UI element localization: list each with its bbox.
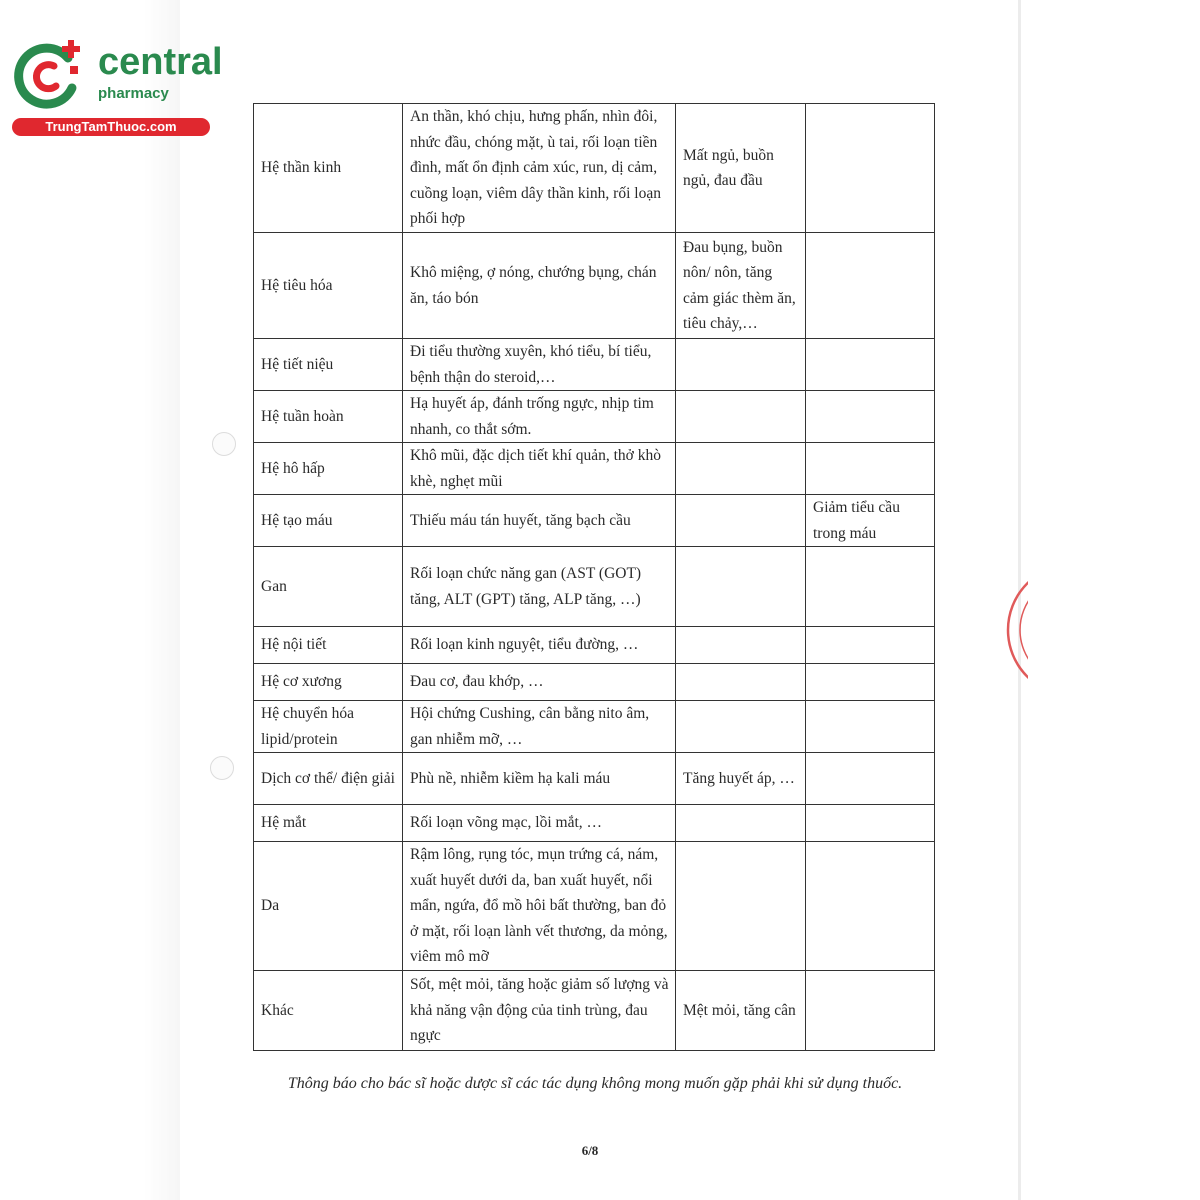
table-row	[254, 627, 935, 664]
punch-hole	[210, 756, 234, 780]
system-cell: Hệ hô hấp	[254, 443, 403, 495]
table-row	[254, 971, 935, 1051]
table-row	[254, 753, 935, 805]
effects-cell: Khô mũi, đặc dịch tiết khí quản, thở khò khè, nghẹt mũi	[403, 443, 676, 495]
page-margin-shade	[0, 0, 180, 1200]
effects-cell: Phù nề, nhiễm kiềm hạ kali máu	[403, 753, 676, 805]
frequency-cell	[676, 701, 806, 753]
effects-cell: Rối loạn kinh nguyệt, tiểu đường, …	[403, 627, 676, 664]
effects-cell: Hạ huyết áp, đánh trống ngực, nhịp tim nhanh, co thắt sớm.	[403, 391, 676, 443]
effects-cell: Đi tiểu thường xuyên, khó tiểu, bí tiểu, bệnh thận do steroid,…	[403, 339, 676, 391]
stamp-fragment	[1004, 555, 1028, 705]
frequency-cell	[676, 805, 806, 842]
frequency-cell	[676, 842, 806, 971]
table-row	[254, 664, 935, 701]
effects-cell: Rối loạn chức năng gan (AST (GOT) tăng, ALT (GPT) tăng, ALP tăng, …)	[403, 547, 676, 627]
table-row	[254, 547, 935, 627]
system-cell: Dịch cơ thể/ điện giải	[254, 753, 403, 805]
logo-sub-text: pharmacy	[98, 85, 169, 102]
logo-website-banner: TrungTamThuoc.com	[12, 118, 210, 136]
logo-brand-text: central	[98, 41, 223, 83]
effects-cell: Rối loạn võng mạc, lồi mắt, …	[403, 805, 676, 842]
frequency-cell	[676, 627, 806, 664]
table-row	[254, 104, 935, 233]
frequency-cell	[676, 547, 806, 627]
system-cell: Hệ cơ xương	[254, 664, 403, 701]
system-cell: Da	[254, 842, 403, 971]
frequency-cell: Mất ngủ, buồn ngủ, đau đầu	[676, 104, 806, 233]
system-cell: Hệ mắt	[254, 805, 403, 842]
table-row	[254, 339, 935, 391]
central-pharmacy-logo[interactable]	[10, 36, 223, 136]
frequency-cell: Tăng huyết áp, …	[676, 753, 806, 805]
page-number: 6/8	[581, 1143, 599, 1158]
punch-hole	[212, 432, 236, 456]
frequency-cell	[806, 753, 935, 805]
frequency-cell	[676, 391, 806, 443]
system-cell: Hệ tiêu hóa	[254, 233, 403, 339]
frequency-cell: Đau bụng, buồn nôn/ nôn, tăng cảm giác thèm ăn, tiêu chảy,…	[676, 233, 806, 339]
effects-cell: Khô miệng, ợ nóng, chướng bụng, chán ăn, táo bón	[403, 233, 676, 339]
table-row	[254, 391, 935, 443]
table-row	[254, 443, 935, 495]
table-row	[254, 805, 935, 842]
frequency-cell	[806, 627, 935, 664]
effects-cell: Hội chứng Cushing, cân bằng nito âm, gan nhiễm mỡ, …	[403, 701, 676, 753]
system-cell: Hệ chuyển hóa lipid/protein	[254, 701, 403, 753]
frequency-cell	[806, 104, 935, 233]
effects-cell: Đau cơ, đau khớp, …	[403, 664, 676, 701]
effects-cell: An thần, khó chịu, hưng phấn, nhìn đôi, nhức đầu, chóng mặt, ù tai, rối loạn tiền đình, mất ổn định cảm xúc, run, dị cảm, cuồng loạn, viêm dây thần kinh, rối loạn phối hợp	[403, 104, 676, 233]
system-cell: Hệ tiết niệu	[254, 339, 403, 391]
frequency-cell	[676, 339, 806, 391]
frequency-cell	[806, 664, 935, 701]
frequency-cell	[676, 495, 806, 547]
system-cell: Hệ nội tiết	[254, 627, 403, 664]
frequency-cell	[806, 443, 935, 495]
frequency-cell	[806, 547, 935, 627]
system-cell: Hệ tuần hoàn	[254, 391, 403, 443]
frequency-cell	[806, 391, 935, 443]
effects-cell: Rậm lông, rụng tóc, mụn trứng cá, nám, xuất huyết dưới da, ban xuất huyết, nổi mẩn, ngứa, đổ mồ hôi bất thường, ban đỏ ở mặt, rối loạn lành vết thương, da mỏng, viêm mô mỡ	[403, 842, 676, 971]
table-row	[254, 495, 935, 547]
table-row	[254, 842, 935, 971]
frequency-cell	[806, 233, 935, 339]
pharmacy-logo-icon	[10, 36, 90, 116]
frequency-cell	[806, 701, 935, 753]
footnote: Thông báo cho bác sĩ hoặc dược sĩ các tác dụng không mong muốn gặp phải khi sử dụng thuốc.	[287, 1075, 903, 1092]
system-cell: Hệ tạo máu	[254, 495, 403, 547]
table-row	[254, 233, 935, 339]
system-cell: Khác	[254, 971, 403, 1051]
frequency-cell	[676, 664, 806, 701]
adverse-effects-table	[253, 103, 935, 1051]
table-row	[254, 701, 935, 753]
frequency-cell	[806, 805, 935, 842]
frequency-cell	[806, 971, 935, 1051]
effects-cell: Sốt, mệt mỏi, tăng hoặc giảm số lượng và khả năng vận động của tinh trùng, đau ngực	[403, 971, 676, 1051]
frequency-cell	[676, 443, 806, 495]
frequency-cell	[806, 339, 935, 391]
frequency-cell: Mệt mỏi, tăng cân	[676, 971, 806, 1051]
effects-cell: Thiếu máu tán huyết, tăng bạch cầu	[403, 495, 676, 547]
frequency-cell	[806, 842, 935, 971]
frequency-cell: Giảm tiểu cầu trong máu	[806, 495, 935, 547]
system-cell: Hệ thần kinh	[254, 104, 403, 233]
system-cell: Gan	[254, 547, 403, 627]
